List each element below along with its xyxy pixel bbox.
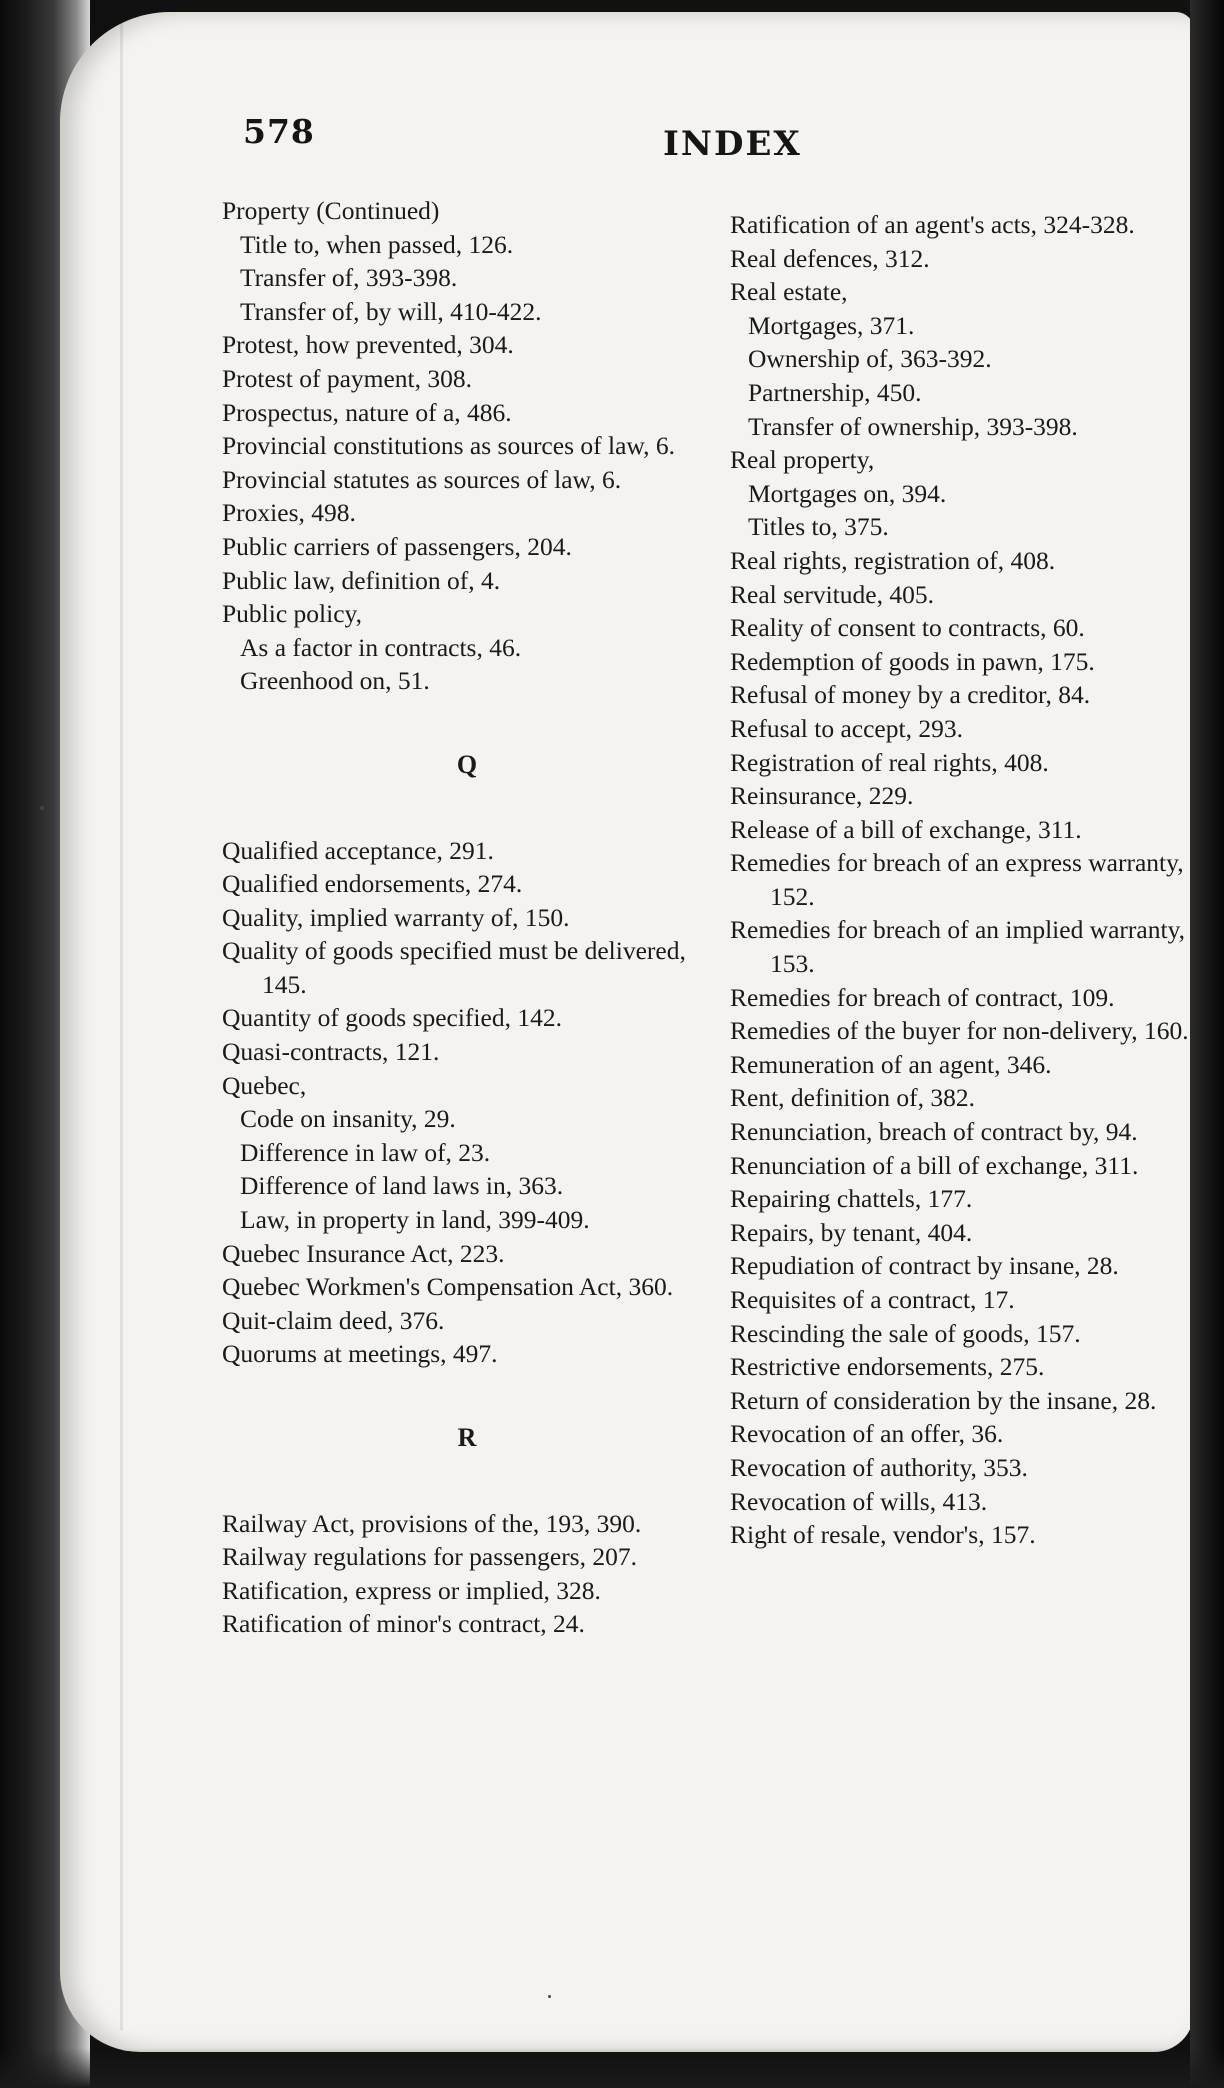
index-entry: Repairs, by tenant, 404. <box>730 1217 973 1247</box>
index-entry: Proxies, 498. <box>222 498 356 528</box>
index-entry: Repairing chattels, 177. <box>730 1184 973 1214</box>
scan-speck <box>40 806 44 810</box>
index-entry: Repudiation of contract by insane, 28. <box>730 1251 1119 1281</box>
index-entry: Registration of real rights, 408. <box>730 747 1049 777</box>
index-entry: Public carriers of passengers, 204. <box>222 531 572 561</box>
index-entry: Quebec, <box>222 1070 307 1100</box>
index-subentry: Code on insanity, 29. <box>240 1104 456 1134</box>
index-entry: Real servitude, 405. <box>730 579 934 609</box>
index-entry: Renunciation of a bill of exchange, 311. <box>730 1150 1139 1180</box>
index-entry: Redemption of goods in pawn, 175. <box>730 646 1095 676</box>
index-entry: Railway regulations for passengers, 207. <box>222 1542 637 1572</box>
index-entry: Right of resale, vendor's, 157. <box>730 1520 1036 1550</box>
index-entry: Ratification of an agent's acts, 324-328. <box>730 210 1135 239</box>
index-entry: Release of a bill of exchange, 311. <box>730 814 1082 844</box>
index-entry: Remedies for breach of an implied warranty, 153. <box>730 915 1186 979</box>
index-entry: Quantity of goods specified, 142. <box>222 1003 562 1033</box>
index-entry: Requisites of a contract, 17. <box>730 1285 1015 1314</box>
index-entry: Public policy, <box>222 599 363 629</box>
index-subentry: Ownership of, 363-392. <box>748 344 992 374</box>
index-entry: Rent, definition of, 382. <box>730 1083 976 1113</box>
index-entry: Provincial statutes as sources of law, 6. <box>222 464 622 494</box>
index-subentry: Transfer of, 393-398. <box>240 263 458 293</box>
index-entry: Remedies for breach of an express warranty, 152. <box>730 848 1184 911</box>
index-entry: Quit-claim deed, 376. <box>222 1305 445 1335</box>
scan-bottom-edge <box>0 2048 1224 2088</box>
index-entry: Prospectus, nature of a, 486. <box>222 397 512 427</box>
index-subentry: Title to, when passed, 126. <box>240 229 514 259</box>
index-subentry: Mortgages, 371. <box>748 310 915 340</box>
index-entry: Reality of consent to contracts, 60. <box>730 613 1085 643</box>
index-subentry: Mortgages on, 394. <box>748 478 947 508</box>
index-subentry: Transfer of, by will, 410-422. <box>240 296 542 326</box>
index-entry: Refusal to accept, 293. <box>730 713 963 743</box>
index-subentry: Titles to, 375. <box>748 512 889 542</box>
index-entry: Reinsurance, 229. <box>730 781 914 811</box>
index-entry: Revocation of wills, 413. <box>730 1486 988 1516</box>
index-entry: Quality, implied warranty of, 150. <box>222 902 570 932</box>
index-entry: Quality of goods specified must be delivered, 145. <box>222 936 686 999</box>
index-subentry: Partnership, 450. <box>748 377 922 407</box>
index-entry: Qualified acceptance, 291. <box>222 835 494 865</box>
index-entry: Refusal of money by a creditor, 84. <box>730 680 1091 710</box>
index-entry: Real defences, 312. <box>730 243 930 273</box>
index-subentry: Transfer of ownership, 393-398. <box>748 411 1078 441</box>
index-column-left <box>222 194 712 1641</box>
page-fold-shadow <box>120 20 123 2030</box>
index-entry: Quasi-contracts, 121. <box>222 1037 440 1067</box>
index-entry: Quebec Workmen's Compensation Act, 360. <box>222 1272 674 1302</box>
scan-speck <box>548 1995 551 1998</box>
index-entry: Ratification, express or implied, 328. <box>222 1575 601 1605</box>
section-letter-q: Q <box>456 749 478 779</box>
index-subentry: As a factor in contracts, 46. <box>240 632 522 662</box>
index-entry: Qualified endorsements, 274. <box>222 869 523 899</box>
index-entry: Revocation of an offer, 36. <box>730 1419 1004 1449</box>
index-entry: Remuneration of an agent, 346. <box>730 1049 1052 1079</box>
index-entry: Public law, definition of, 4. <box>222 565 501 595</box>
index-column-right <box>730 208 1198 1552</box>
index-entry: Rescinding the sale of goods, 157. <box>730 1318 1081 1348</box>
index-entry: Return of consideration by the insane, 28. <box>730 1385 1157 1415</box>
index-subentry: Difference of land laws in, 363. <box>240 1171 564 1201</box>
index-entry: Protest of payment, 308. <box>222 363 473 393</box>
section-letter-r: R <box>457 1423 477 1452</box>
index-entry: Real rights, registration of, 408. <box>730 545 1056 575</box>
page-number: 578 <box>243 112 315 151</box>
index-entry: Quebec Insurance Act, 223. <box>222 1238 505 1268</box>
index-subentry: Law, in property in land, 399-409. <box>240 1205 590 1235</box>
index-entry: Quorums at meetings, 497. <box>222 1339 498 1369</box>
index-entry: Restrictive endorsements, 275. <box>730 1352 1045 1382</box>
index-subentry: Difference in law of, 23. <box>240 1137 491 1167</box>
index-entry: Real estate, <box>730 277 848 307</box>
index-entry: Revocation of authority, 353. <box>730 1452 1028 1482</box>
index-entry: Property (Continued) <box>222 196 440 225</box>
index-entry: Remedies for breach of contract, 109. <box>730 982 1115 1012</box>
index-entry: Real property, <box>730 445 875 475</box>
index-entry: Remedies of the buyer for non-delivery, 160. <box>730 1016 1189 1046</box>
page-title: INDEX <box>663 124 802 164</box>
index-entry: Railway Act, provisions of the, 193, 390. <box>222 1508 642 1538</box>
index-entry: Provincial constitutions as sources of law, 6. <box>222 431 676 461</box>
index-entry: Ratification of minor's contract, 24. <box>222 1609 585 1639</box>
index-subentry: Greenhood on, 51. <box>240 666 430 696</box>
index-entry: Protest, how prevented, 304. <box>222 330 514 360</box>
index-entry: Renunciation, breach of contract by, 94. <box>730 1117 1138 1147</box>
